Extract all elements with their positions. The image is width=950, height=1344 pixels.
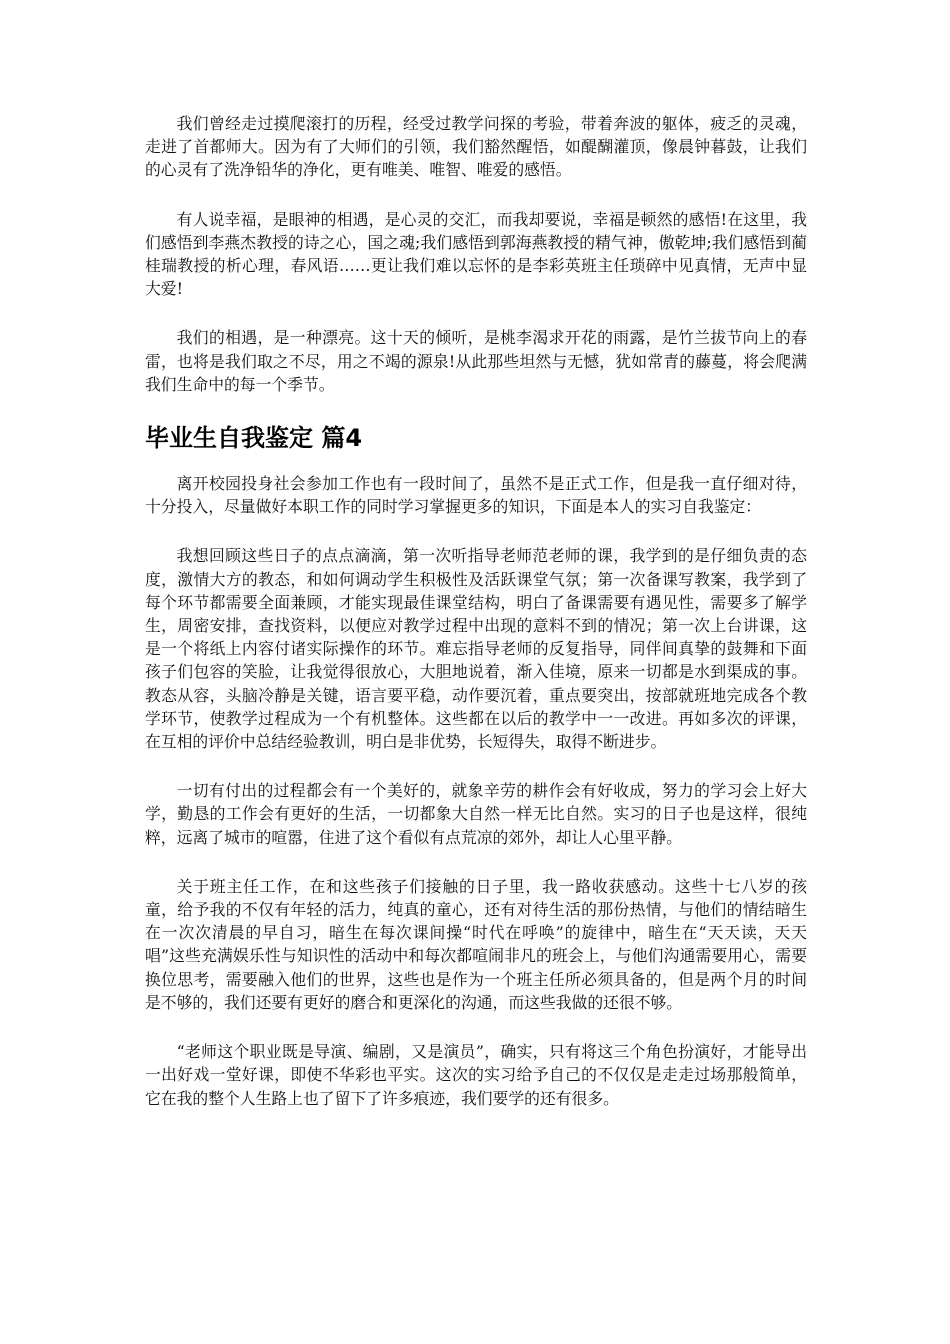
intro-paragraph-1: 我们曾经走过摸爬滚打的历程，经受过教学问探的考验，带着奔波的躯体，疲乏的灵魂，走进了首都师大。因为有了大师们的引领，我们豁然醒悟，如醍醐灌顶，像晨钟暮鼓，让我们的心灵有了洗净铅华的净化，更有唯美、唯智、唯爱的感悟。: [145, 114, 807, 180]
section-paragraph-5: “老师这个职业既是导演、编剧，又是演员”，确实，只有将这三个角色扮演好，才能导出一出好戏一堂好课，即使不华彩也平实。这次的实习给予自己的不仅仅是走走过场那般简单，它在我的整个人生路上也了留下了许多痕迹，我们要学的还有很多。: [145, 1042, 807, 1108]
section-paragraph-4: 关于班主任工作，在和这些孩子们接触的日子里，我一路收获感动。这些十七八岁的孩童，给予我的不仅有年轻的活力，纯真的童心，还有对待生活的那份热情，与他们的情结暗生在一次次清晨的早自习，暗生在每次课间操“时代在呼唤”的旋律中，暗生在“天天读，天天唱”这些充满娱乐性与知识性的活动中和每次都喧闹非凡的班会上，与他们沟通需要用心，需要换位思考，需要融入他们的世界，这些也是作为一个班主任所必须具备的，但是两个月的时间是不够的，我们还要有更好的磨合和更深化的沟通，而这些我做的还很不够。: [145, 876, 807, 1012]
section-paragraph-2: 我想回顾这些日子的点点滴滴，第一次听指导老师范老师的课，我学到的是仔细负责的态度，激情大方的教态，和如何调动学生积极性及活跃课堂气氛；第一次备课写教案，我学到了每个环节都需要全面兼顾，才能实现最佳课堂结构，明白了备课需要有遇见性，需要多了解学生，周密安排，查找资料，以便应对教学过程中出现的意料不到的情况；第一次上台讲课，这是一个将纸上内容付诸实际操作的环节。难忘指导老师的反复指导，同伴间真挚的鼓舞和下面孩子们包容的笑脸，让我觉得很放心，大胆地说着，渐入佳境，原来一切都是水到渠成的事。教态从容，头脑冷静是关键，语言要平稳，动作要沉着，重点要突出，按部就班地完成各个教学环节，使教学过程成为一个有机整体。这些都在以后的教学中一一改进。再如多次的评课，在互相的评价中总结经验教训，明白是非优势，长短得失，取得不断进步。: [145, 546, 807, 752]
section-paragraph-1: 离开校园投身社会参加工作也有一段时间了，虽然不是正式工作，但是我一直仔细对待，十分投入，尽量做好本职工作的同时学习掌握更多的知识，下面是本人的实习自我鉴定：: [145, 474, 807, 517]
document-page: [145, 112, 807, 1136]
intro-paragraph-3: 我们的相遇，是一种漂亮。这十天的倾听，是桃李渴求开花的雨露，是竹兰拔节向上的春雷，也将是我们取之不尽，用之不竭的源泉!从此那些坦然与无憾，犹如常青的藤蔓，将会爬满我们生命中的每一个季节。: [145, 328, 807, 394]
intro-paragraph-2: 有人说幸福，是眼神的相遇，是心灵的交汇，而我却要说，幸福是顿然的感悟!在这里，我们感悟到李燕杰教授的诗之心，国之魂;我们感悟到郭海燕教授的精气神，傲乾坤;我们感悟到蔺桂瑞教授的析心理，春风语……更让我们难以忘怀的是李彩英班主任琐碎中见真情，无声中显大爱!: [145, 209, 807, 299]
section-paragraph-3: 一切有付出的过程都会有一个美好的，就象辛劳的耕作会有好收成，努力的学习会上好大学，勤恳的工作会有更好的生活，一切都象大自然一样无比自然。实习的日子也是这样，很纯粹，远离了城市的喧嚣，住进了这个看似有点荒凉的郊外，却让人心里平静。: [145, 781, 807, 847]
section-heading: 毕业生自我鉴定 篇4: [145, 424, 363, 453]
